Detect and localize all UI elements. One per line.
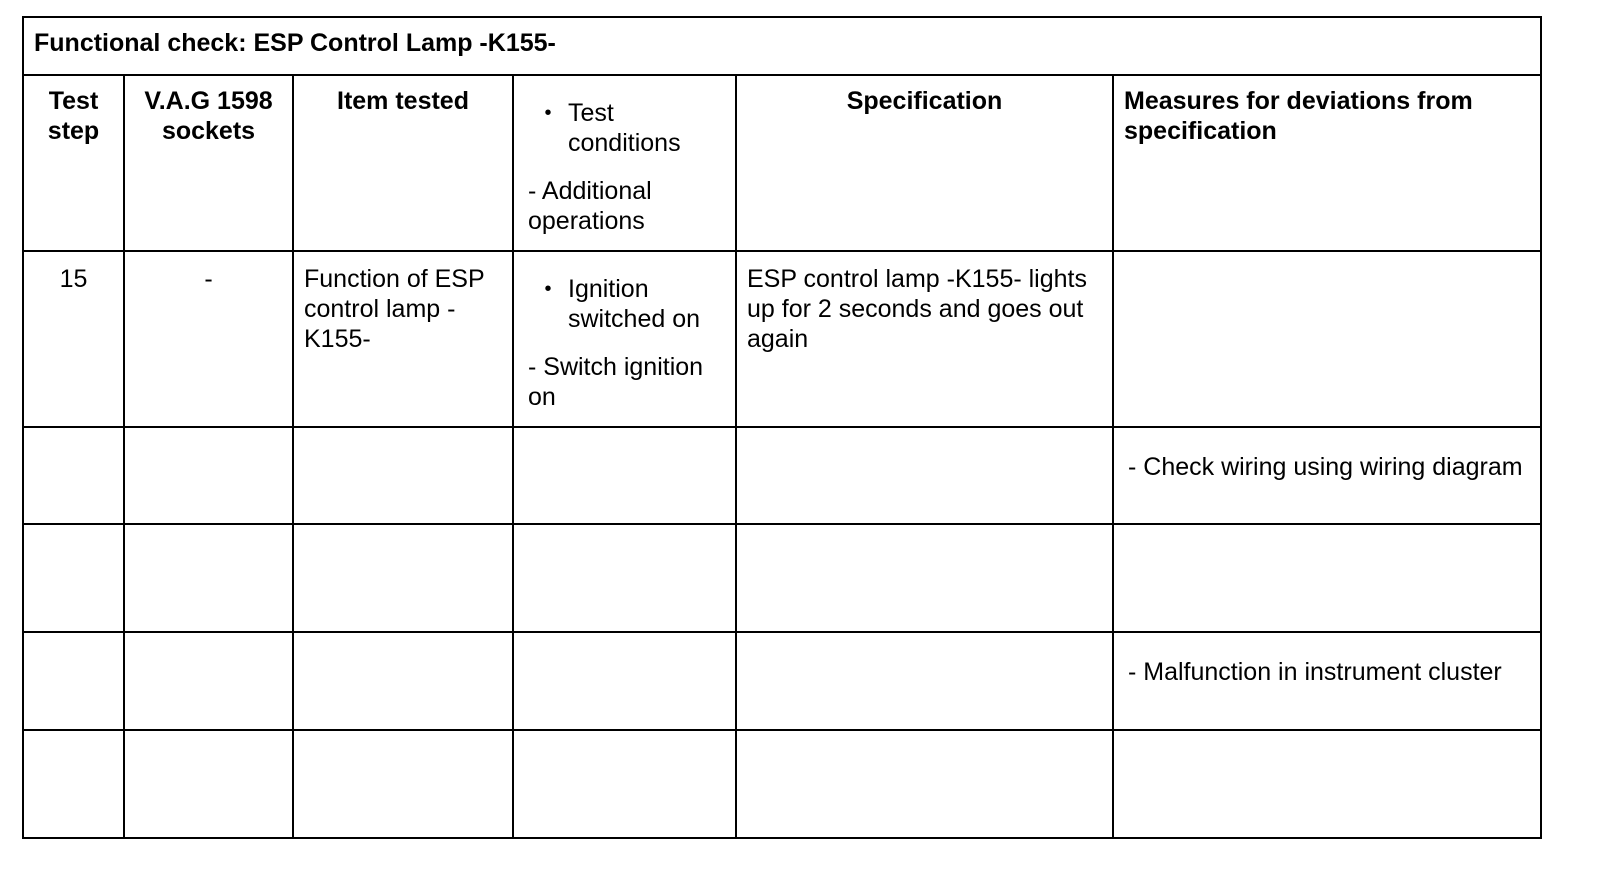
empty-cell <box>513 632 736 730</box>
empty-cell <box>23 524 124 632</box>
empty-cell <box>736 524 1113 632</box>
empty-cell <box>736 632 1113 730</box>
table-row <box>23 524 1541 632</box>
title-row <box>23 17 1541 75</box>
empty-cell <box>513 730 736 838</box>
header-sockets: V.A.G 1598 sockets <box>124 75 293 251</box>
cell-condition: Ignition switched on <box>568 275 701 333</box>
empty-cell <box>23 730 124 838</box>
table-row <box>23 632 1541 730</box>
empty-cell <box>736 730 1113 838</box>
empty-cell <box>513 524 736 632</box>
header-additional-operations: - Additional operations <box>528 177 652 235</box>
empty-cell <box>124 730 293 838</box>
cell-sockets: - <box>124 251 293 427</box>
empty-cell <box>513 427 736 524</box>
bullet-icon: • <box>544 102 552 124</box>
cell-measure: - Malfunction in instrument cluster <box>1113 632 1541 730</box>
table-row <box>23 427 1541 524</box>
empty-cell <box>293 524 513 632</box>
cell-measure <box>1113 524 1541 632</box>
cell-measure <box>1113 730 1541 838</box>
empty-cell <box>293 427 513 524</box>
cell-item-tested: Function of ESP control lamp -K155- <box>293 251 513 427</box>
empty-cell <box>124 632 293 730</box>
header-measures: Measures for deviations from specification <box>1113 75 1541 251</box>
header-conditions <box>513 75 736 251</box>
condition-bullet-line <box>528 274 727 334</box>
cell-measure <box>1113 251 1541 427</box>
table-row <box>23 251 1541 427</box>
bullet-icon: • <box>544 278 552 300</box>
empty-cell <box>293 632 513 730</box>
header-specification: Specification <box>736 75 1113 251</box>
empty-cell <box>124 524 293 632</box>
cell-conditions <box>513 251 736 427</box>
table-row <box>23 730 1541 838</box>
functional-check-table <box>22 16 1542 839</box>
cell-operation: - Switch ignition on <box>528 353 704 411</box>
header-item-tested: Item tested <box>293 75 513 251</box>
header-test-conditions: Test conditions <box>568 99 681 157</box>
table-title: Functional check: ESP Control Lamp -K155- <box>23 17 1541 75</box>
empty-cell <box>23 632 124 730</box>
header-row <box>23 75 1541 251</box>
empty-cell <box>293 730 513 838</box>
cell-specification: ESP control lamp -K155- lights up for 2 seconds and goes out again <box>736 251 1113 427</box>
empty-cell <box>23 427 124 524</box>
header-test-step: Test step <box>23 75 124 251</box>
cell-test-step: 15 <box>23 251 124 427</box>
cell-measure: - Check wiring using wiring diagram <box>1113 427 1541 524</box>
empty-cell <box>124 427 293 524</box>
empty-cell <box>736 427 1113 524</box>
header-conditions-bullet-line <box>528 98 727 158</box>
